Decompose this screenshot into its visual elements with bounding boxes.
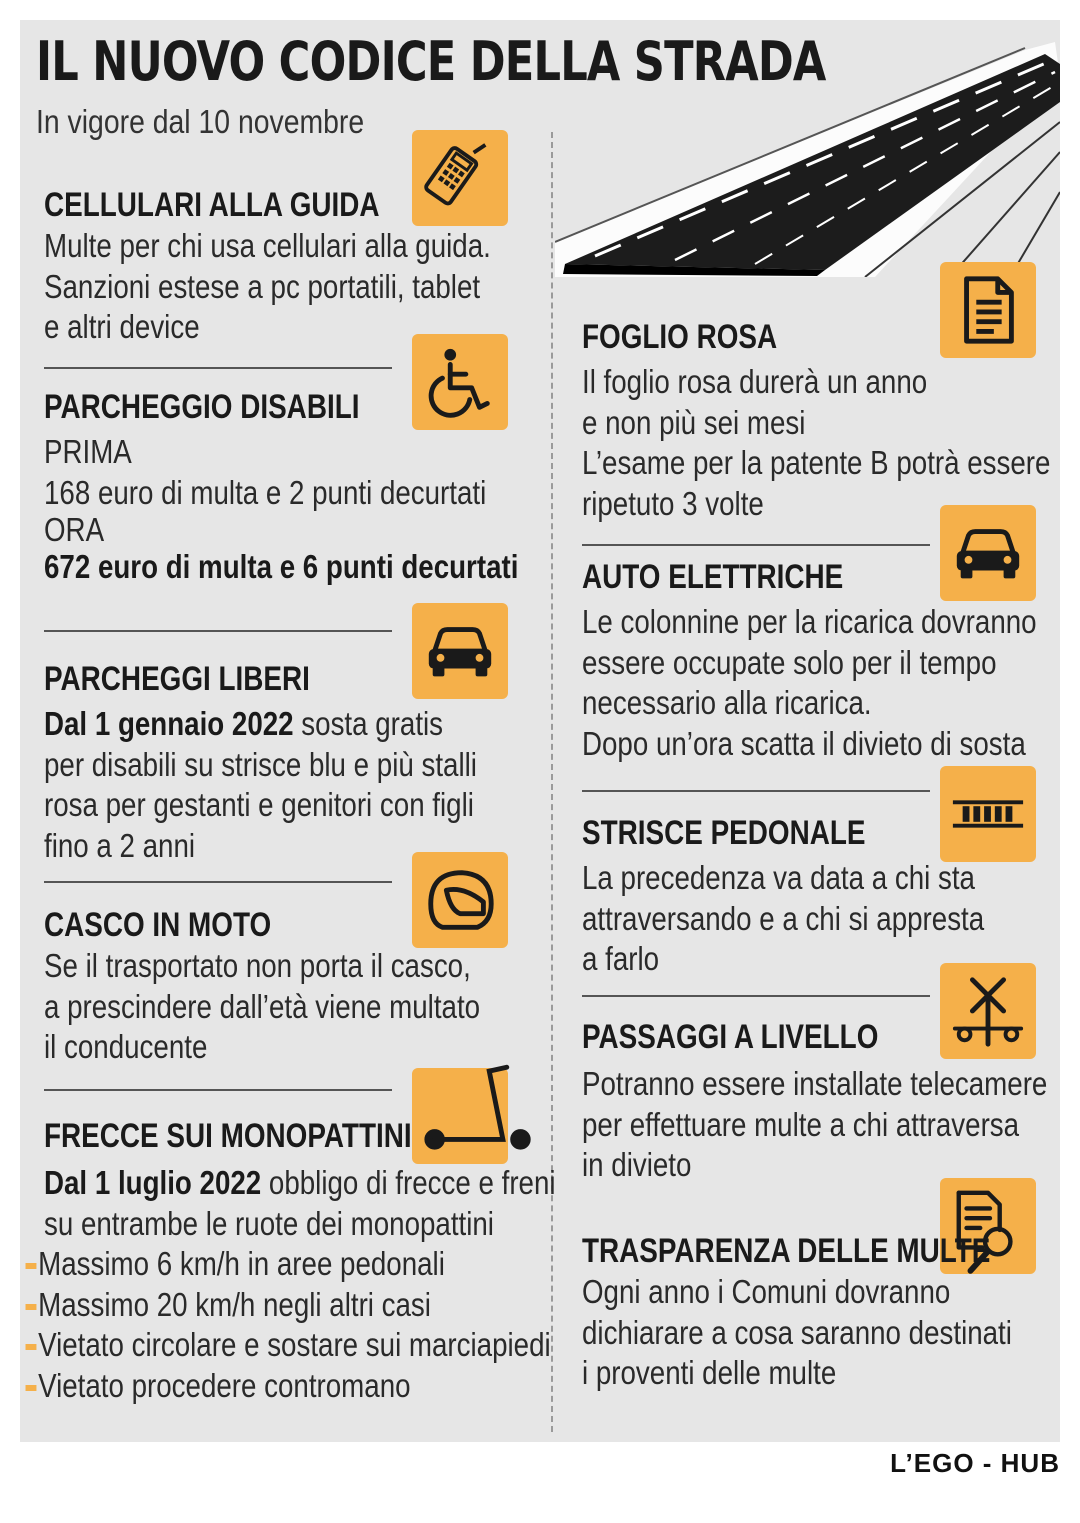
section-text: Se il trasportato non porta il casco, [44, 947, 471, 984]
section-text: La precedenza va data a chi sta [582, 859, 975, 896]
section-text: a farlo [582, 940, 660, 977]
section-text: Ogni anno i Comuni dovranno [582, 1273, 951, 1310]
section-heading: CASCO IN MOTO [44, 906, 272, 944]
section-separator [44, 630, 392, 632]
bullet-item [38, 1244, 556, 1285]
section-text [44, 704, 477, 745]
bullet-marker [26, 1344, 37, 1350]
section-text: 168 euro di multa e 2 punti decurtati [44, 473, 487, 511]
bullet-text: Massimo 20 km/h negli altri casi [38, 1285, 431, 1323]
section-text: Sanzioni estese a pc portatili, tablet [44, 267, 481, 305]
section-heading: PARCHEGGI LIBERI [44, 660, 310, 698]
section-text: in divieto [582, 1146, 692, 1183]
section-separator [44, 881, 392, 883]
section-heading: TRASPARENZA DELLE MULTE [582, 1232, 991, 1270]
section-monopattini [38, 1115, 653, 1406]
bullet-item [38, 1366, 556, 1407]
section-text-rest: sosta gratis [293, 705, 444, 742]
section-separator [44, 1089, 392, 1091]
section-text: ripetuto 3 volte [582, 484, 764, 522]
section-text: Dopo un’ora scatta il divieto di sosta [582, 724, 1026, 762]
section-text [44, 1163, 556, 1204]
section-separator [582, 790, 930, 792]
section-text: Il foglio rosa durerà un anno [582, 363, 928, 400]
section-trasparenza [582, 1230, 1080, 1394]
section-text: su entrambe le ruote dei monopattini [44, 1204, 494, 1242]
section-heading: STRISCE PEDONALE [582, 814, 866, 852]
section-separator [582, 544, 930, 546]
bullet-marker [26, 1263, 37, 1269]
section-text: ORA [44, 511, 105, 548]
section-text: dichiarare a cosa saranno destinati [582, 1313, 1012, 1351]
section-heading: AUTO ELETTRICHE [582, 558, 844, 596]
section-text: Potranno essere installate telecamere [582, 1065, 1048, 1102]
section-text: Multe per chi usa cellulari alla guida. [44, 227, 491, 264]
section-text: attraversando e a chi si appresta [582, 899, 985, 937]
section-text-highlight: 672 euro di multa e 6 punti decurtati [44, 548, 519, 585]
bullet-marker [26, 1385, 37, 1391]
section-passaggi-livello [582, 1016, 1080, 1186]
section-text: e non più sei mesi [582, 403, 806, 441]
section-text-rest: obbligo di frecce e freni [261, 1164, 556, 1201]
bullet-item [38, 1325, 556, 1366]
section-separator [44, 367, 392, 369]
page-subtitle: In vigore dal 10 novembre [36, 103, 365, 140]
section-text: e altri device [44, 308, 200, 345]
section-foglio-rosa [582, 316, 1080, 524]
section-parcheggi-liberi [44, 658, 559, 866]
section-parcheggio-disabili [44, 386, 609, 588]
section-text: per disabili su strisce blu e più stalli [44, 745, 477, 783]
bullet-marker [26, 1304, 37, 1310]
road-illustration [555, 42, 1060, 277]
section-heading: FRECCE SUI MONOPATTINI [44, 1117, 412, 1155]
section-strisce-pedonale [582, 812, 1061, 980]
section-cellulari [44, 184, 576, 348]
bullet-item [38, 1285, 556, 1326]
section-text: fino a 2 anni [44, 826, 196, 864]
section-heading: FOGLIO ROSA [582, 318, 778, 356]
section-heading: CELLULARI ALLA GUIDA [44, 186, 380, 224]
date-highlight: Dal 1 gennaio 2022 [44, 705, 294, 742]
section-heading: PASSAGGI A LIVELLO [582, 1018, 879, 1056]
section-text: rosa per gestanti e genitori con figli [44, 786, 474, 823]
section-text: per effettuare multe a chi attraversa [582, 1105, 1020, 1143]
section-casco [44, 904, 563, 1068]
date-highlight: Dal 1 luglio 2022 [44, 1164, 262, 1201]
bullet-text: Vietato circolare e sostare sui marciapiedi [38, 1326, 551, 1363]
bullet-text: Vietato procedere contromano [38, 1366, 411, 1404]
section-separator [582, 995, 930, 997]
section-auto-elettriche [582, 556, 1080, 764]
section-text: a prescindere dall’età viene multato [44, 987, 481, 1025]
section-heading: PARCHEGGIO DISABILI [44, 388, 360, 426]
page-title: IL NUOVO CODICE DELLA STRADA [36, 30, 826, 93]
section-text: i proventi delle multe [582, 1354, 837, 1391]
section-text: essere occupate solo per il tempo [582, 643, 997, 681]
bullet-text: Massimo 6 km/h in aree pedonali [38, 1245, 445, 1282]
section-text: il conducente [44, 1028, 208, 1065]
section-text: necessario alla ricarica. [582, 684, 872, 721]
section-text: PRIMA [44, 433, 132, 470]
section-text: Le colonnine per la ricarica dovranno [582, 603, 1037, 640]
section-text: L’esame per la patente B potrà essere [582, 444, 1051, 481]
source-credit: L’EGO - HUB [890, 1448, 1060, 1478]
